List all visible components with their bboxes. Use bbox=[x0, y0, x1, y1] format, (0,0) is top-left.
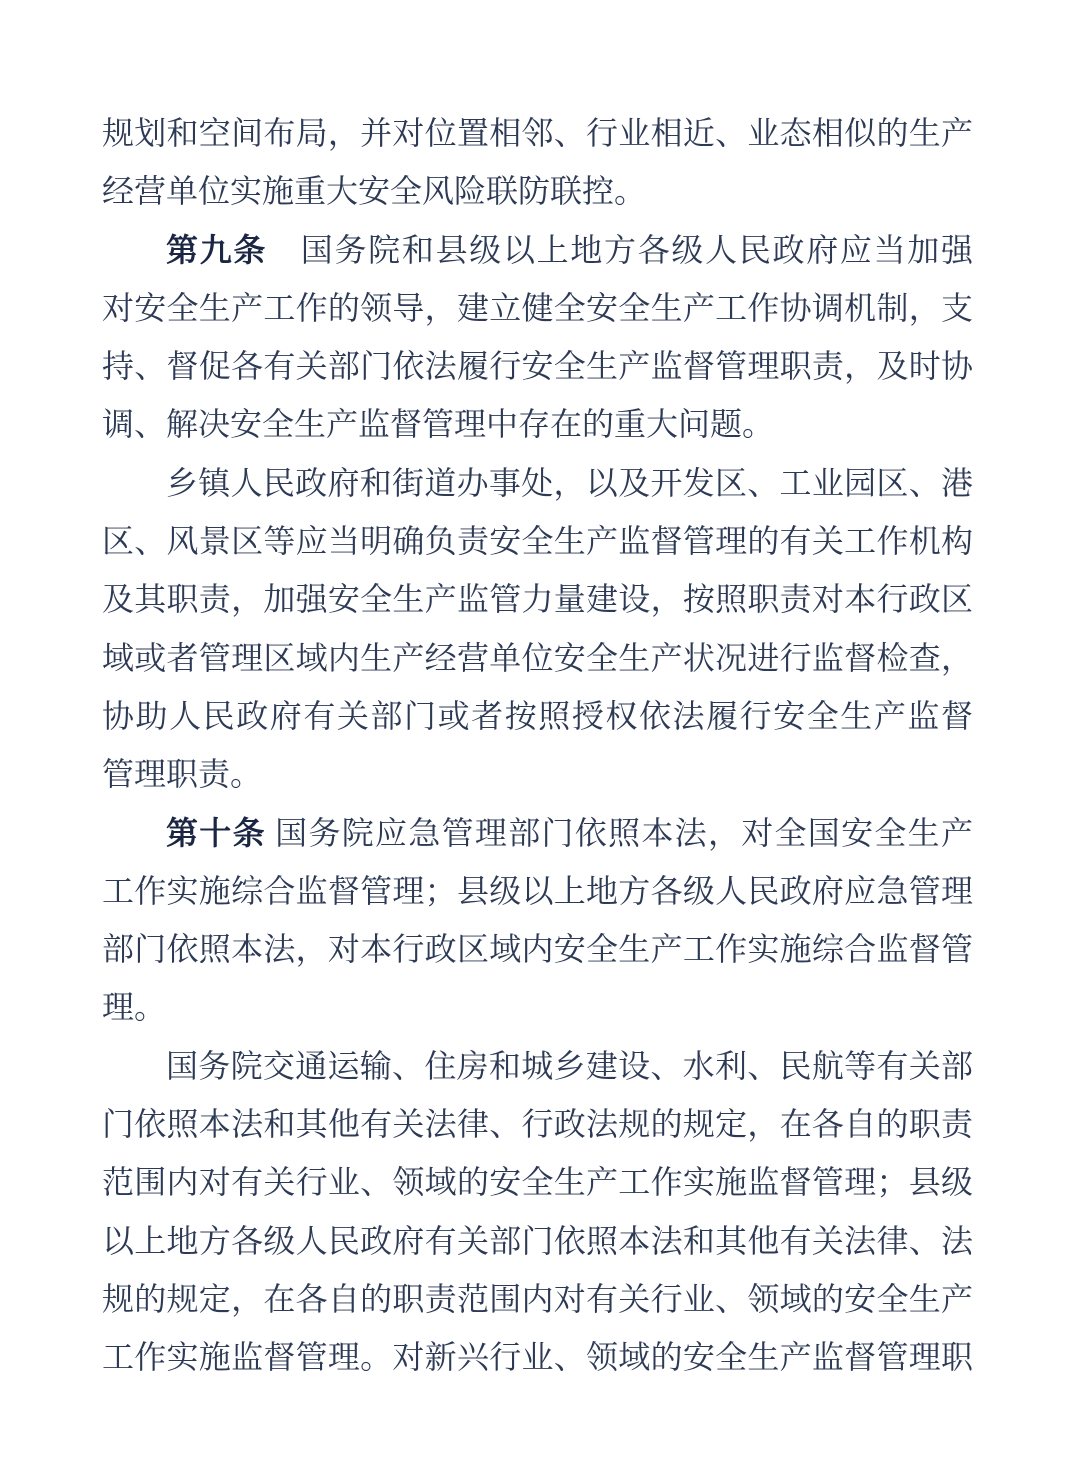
text-line bbox=[102, 337, 973, 395]
text-line bbox=[102, 920, 973, 978]
document-page bbox=[102, 104, 973, 1387]
text-line bbox=[102, 1037, 973, 1095]
line-text: 对安全生产工作的领导，建立健全安全生产工作协调机制，支 bbox=[102, 289, 973, 326]
line-text: 规的规定，在各自的职责范围内对有关行业、领域的安全生产 bbox=[102, 1280, 973, 1317]
text-line bbox=[102, 862, 973, 920]
article-number: 第九条 bbox=[166, 231, 268, 268]
text-line bbox=[102, 629, 973, 687]
text-line bbox=[102, 1095, 973, 1153]
line-text: 规划和空间布局，并对位置相邻、行业相近、业态相似的生产 bbox=[102, 115, 973, 151]
text-line bbox=[102, 745, 973, 803]
line-text: 乡镇人民政府和街道办事处，以及开发区、工业园区、港 bbox=[166, 464, 973, 501]
line-text: 国务院交通运输、住房和城乡建设、水利、民航等有关部 bbox=[166, 1047, 973, 1084]
line-text: 部门依照本法，对本行政区域内安全生产工作实施综合监督管 bbox=[102, 931, 973, 968]
line-text: 以上地方各级人民政府有关部门依照本法和其他有关法律、法 bbox=[102, 1222, 973, 1259]
text-line-article-10 bbox=[102, 804, 973, 862]
text-line bbox=[102, 395, 973, 453]
text-line bbox=[102, 454, 973, 512]
text-line bbox=[102, 1328, 973, 1386]
article-number: 第十条 bbox=[166, 814, 266, 851]
line-text: 管理职责。 bbox=[102, 756, 263, 793]
line-text: 协助人民政府有关部门或者按照授权依法履行安全生产监督 bbox=[102, 697, 973, 734]
line-text: 理。 bbox=[102, 989, 167, 1026]
text-line bbox=[102, 512, 973, 570]
text-line bbox=[102, 104, 973, 162]
line-text: 区、风景区等应当明确负责安全生产监督管理的有关工作机构 bbox=[102, 523, 973, 560]
text-line bbox=[102, 279, 973, 337]
line-text: 门依照本法和其他有关法律、行政法规的规定，在各自的职责 bbox=[102, 1106, 973, 1143]
line-text: 调、解决安全生产监督管理中存在的重大问题。 bbox=[102, 406, 775, 443]
text-line bbox=[102, 1270, 973, 1328]
text-line bbox=[102, 1212, 973, 1270]
text-line-article-9 bbox=[102, 221, 973, 279]
line-text: 工作实施综合监督管理；县级以上地方各级人民政府应急管理 bbox=[102, 872, 973, 909]
line-text: 经营单位实施重大安全风险联防联控。 bbox=[102, 173, 647, 210]
line-text: 持、督促各有关部门依法履行安全生产监督管理职责，及时协 bbox=[102, 348, 973, 385]
text-line bbox=[102, 978, 973, 1036]
text-line bbox=[102, 687, 973, 745]
line-text: 域或者管理区域内生产经营单位安全生产状况进行监督检查， bbox=[102, 639, 973, 676]
line-text: 工作实施监督管理。对新兴行业、领域的安全生产监督管理职 bbox=[102, 1339, 973, 1376]
line-text: 范围内对有关行业、领域的安全生产工作实施监督管理；县级 bbox=[102, 1164, 973, 1201]
line-text: 国务院和县级以上地方各级人民政府应当加强 bbox=[267, 231, 973, 268]
text-line bbox=[102, 162, 973, 220]
line-text: 国务院应急管理部门依照本法，对全国安全生产 bbox=[265, 814, 973, 851]
line-text: 及其职责，加强安全生产监管力量建设，按照职责对本行政区 bbox=[102, 581, 973, 618]
text-line bbox=[102, 570, 973, 628]
text-line bbox=[102, 1153, 973, 1211]
